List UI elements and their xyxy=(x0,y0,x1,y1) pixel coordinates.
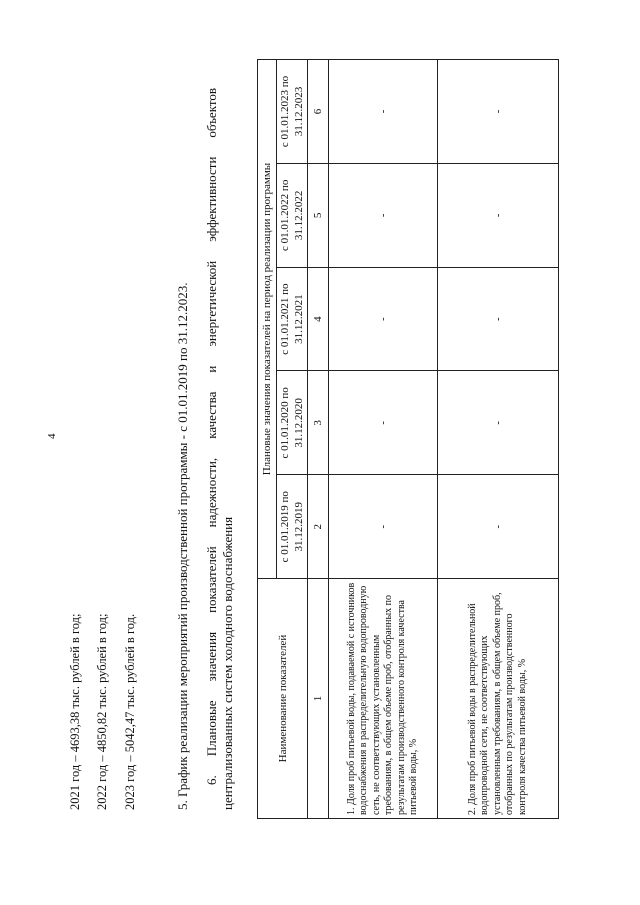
column-number-row xyxy=(308,60,329,819)
column-number: 5 xyxy=(308,163,329,267)
indicator-value: - xyxy=(438,267,559,371)
indicator-value: - xyxy=(438,163,559,267)
section-6-heading xyxy=(204,88,236,810)
page-number: 4 xyxy=(46,433,58,439)
period-2023: с 01.01.2023 по 31.12.2023 xyxy=(277,60,308,164)
budget-line-2021: 2021 год – 4693,38 тыс. рублей в год; xyxy=(68,613,82,810)
period-2021: с 01.01.2021 по 31.12.2021 xyxy=(277,267,308,371)
column-number: 2 xyxy=(308,475,329,579)
indicator-value: - xyxy=(438,60,559,164)
column-number: 6 xyxy=(308,60,329,164)
period-2019: с 01.01.2019 по 31.12.2019 xyxy=(277,475,308,579)
indicator-name: 1. Доля проб питьевой воды, подаваемой с источников водоснабжения в распределительную водопроводную сеть, не соответствующих установленным требованиям, в общем объеме проб, отобранных по результатам производственного контроля качества питьевой воды, % xyxy=(329,579,438,819)
indicator-value: - xyxy=(329,267,438,371)
indicator-value: - xyxy=(329,60,438,164)
section-5-heading: 5. График реализации мероприятий производственной программы - с 01.01.2019 по 31.12.2023. xyxy=(175,282,190,810)
period-2022: с 01.01.2022 по 31.12.2022 xyxy=(277,163,308,267)
period-2020: с 01.01.2020 по 31.12.2020 xyxy=(277,371,308,475)
column-number: 1 xyxy=(308,579,329,819)
indicator-value: - xyxy=(438,475,559,579)
section-6-line-1: 6. Плановые значения показателей надежности, качества и энергетической эффективности объектов xyxy=(204,88,219,785)
column-number: 3 xyxy=(308,371,329,475)
table-row xyxy=(329,60,438,819)
indicator-value: - xyxy=(329,371,438,475)
table-header-row xyxy=(258,60,277,819)
budget-line-2022: 2022 год – 4850,82 тыс. рублей в год; xyxy=(95,613,109,810)
column-number: 4 xyxy=(308,267,329,371)
indicators-table xyxy=(257,59,559,819)
indicator-value: - xyxy=(329,163,438,267)
section-6-line-2: централизованных систем холодного водоснабжения xyxy=(220,516,235,810)
table-row xyxy=(438,60,559,819)
column-header-plan: Плановые значения показателей на период реализации программы xyxy=(258,60,277,579)
indicator-name: 2. Доля проб питьевой воды в распределительной водопроводной сети, не соответствующих установленным требованиям, в общем объеме проб, отобранных по результатам производственного контроля качества питьевой воды, % xyxy=(438,579,559,819)
column-header-name: Наименование показателей xyxy=(258,579,308,819)
indicator-value: - xyxy=(438,371,559,475)
indicator-value: - xyxy=(329,475,438,579)
budget-line-2023: 2023 год – 5042,47 тыс. рублей в год. xyxy=(123,613,137,810)
